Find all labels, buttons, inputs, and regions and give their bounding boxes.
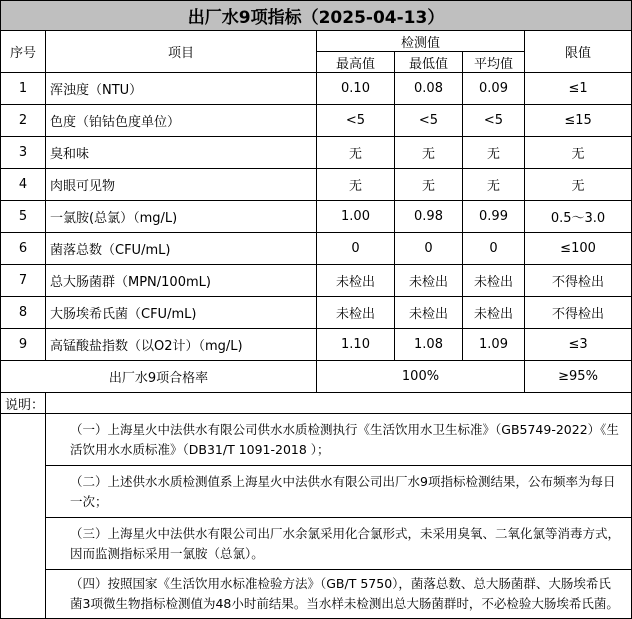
table-row — [1, 265, 632, 297]
row-number: 8 — [1, 297, 46, 329]
note-gutter — [1, 570, 46, 619]
row-min: 无 — [395, 137, 463, 169]
row-max: 0.10 — [317, 73, 395, 105]
row-limit: ≤3 — [525, 329, 632, 361]
row-limit: 无 — [525, 169, 632, 201]
row-item: 臭和味 — [46, 137, 317, 169]
row-min: 1.08 — [395, 329, 463, 361]
row-avg: 0.09 — [463, 73, 525, 105]
note-4: （四）按照国家《生活饮用水标准检验方法》（GB/T 5750），菌落总数、总大肠菌群、大肠埃希氏菌3项微生物指标检测值为48小时前结果。当水样未检测出总大肠菌群时，不必检验大肠埃希氏菌。 — [46, 570, 632, 619]
row-avg: 无 — [463, 169, 525, 201]
page-title: 出厂水9项指标（2025-04-13） — [1, 1, 632, 31]
table-row — [1, 169, 632, 201]
table-row — [1, 73, 632, 105]
note-3: （三）上海星火中法供水有限公司出厂水余氯采用化合氯形式，未采用臭氧、二氧化氯等消毒方式，因而监测指标采用一氯胺（总氯）。 — [46, 518, 632, 570]
note-gutter — [1, 518, 46, 570]
row-number: 3 — [1, 137, 46, 169]
row-min: 未检出 — [395, 297, 463, 329]
row-min: <5 — [395, 105, 463, 137]
row-avg: 1.09 — [463, 329, 525, 361]
header-measured: 检测值 — [317, 31, 525, 52]
row-limit: ≤1 — [525, 73, 632, 105]
row-number: 5 — [1, 201, 46, 233]
notes-label-spacer — [46, 393, 632, 414]
row-max: 未检出 — [317, 265, 395, 297]
header-limit: 限值 — [525, 31, 632, 73]
row-limit: 0.5～3.0 — [525, 201, 632, 233]
row-number: 1 — [1, 73, 46, 105]
row-item: 高锰酸盐指数（以O2计）（mg/L) — [46, 329, 317, 361]
table-row — [1, 329, 632, 361]
note-gutter — [1, 414, 46, 466]
row-item: 浑浊度（NTU） — [46, 73, 317, 105]
row-item: 肉眼可见物 — [46, 169, 317, 201]
row-limit: 不得检出 — [525, 265, 632, 297]
row-item: 色度（铂钴色度单位） — [46, 105, 317, 137]
row-max: 1.10 — [317, 329, 395, 361]
row-item: 总大肠菌群（MPN/100mL) — [46, 265, 317, 297]
row-max: 无 — [317, 169, 395, 201]
pass-rate-value: 100% — [317, 361, 525, 393]
row-max: 0 — [317, 233, 395, 265]
row-max: 无 — [317, 137, 395, 169]
row-max: <5 — [317, 105, 395, 137]
row-number: 4 — [1, 169, 46, 201]
pass-rate-row — [1, 361, 632, 393]
table-row — [1, 201, 632, 233]
row-min: 0.08 — [395, 73, 463, 105]
row-avg: 未检出 — [463, 265, 525, 297]
note-1: （一）上海星火中法供水有限公司供水水质检测执行《生活饮用水卫生标准》（GB5749-2022）《生活饮用水水质标准》（DB31/T 1091-2018 ）； — [46, 414, 632, 466]
notes-label: 说明： — [1, 393, 46, 414]
row-avg: 无 — [463, 137, 525, 169]
row-number: 7 — [1, 265, 46, 297]
row-limit: 无 — [525, 137, 632, 169]
row-item: 大肠埃希氏菌（CFU/mL) — [46, 297, 317, 329]
row-avg: 0.99 — [463, 201, 525, 233]
note-gutter — [1, 466, 46, 518]
table-row — [1, 105, 632, 137]
row-item: 菌落总数（CFU/mL) — [46, 233, 317, 265]
row-limit: ≤15 — [525, 105, 632, 137]
header-avg: 平均值 — [463, 52, 525, 73]
row-min: 无 — [395, 169, 463, 201]
table-row — [1, 297, 632, 329]
row-min: 0.98 — [395, 201, 463, 233]
row-avg: 0 — [463, 233, 525, 265]
header-item: 项目 — [46, 31, 317, 73]
row-number: 6 — [1, 233, 46, 265]
pass-rate-label: 出厂水9项合格率 — [1, 361, 317, 393]
row-limit: ≤100 — [525, 233, 632, 265]
pass-rate-limit: ≥95% — [525, 361, 632, 393]
note-2: （二）上述供水水质检测值系上海星火中法供水有限公司出厂水9项指标检测结果，公布频率为每日一次； — [46, 466, 632, 518]
row-item: 一氯胺(总氯）（mg/L) — [46, 201, 317, 233]
row-limit: 不得检出 — [525, 297, 632, 329]
header-max: 最高值 — [317, 52, 395, 73]
table-row — [1, 233, 632, 265]
row-max: 未检出 — [317, 297, 395, 329]
row-min: 未检出 — [395, 265, 463, 297]
row-avg: <5 — [463, 105, 525, 137]
row-max: 1.00 — [317, 201, 395, 233]
row-number: 2 — [1, 105, 46, 137]
row-number: 9 — [1, 329, 46, 361]
header-min: 最低值 — [395, 52, 463, 73]
row-avg: 未检出 — [463, 297, 525, 329]
table-row — [1, 137, 632, 169]
row-min: 0 — [395, 233, 463, 265]
header-index: 序号 — [1, 31, 46, 73]
